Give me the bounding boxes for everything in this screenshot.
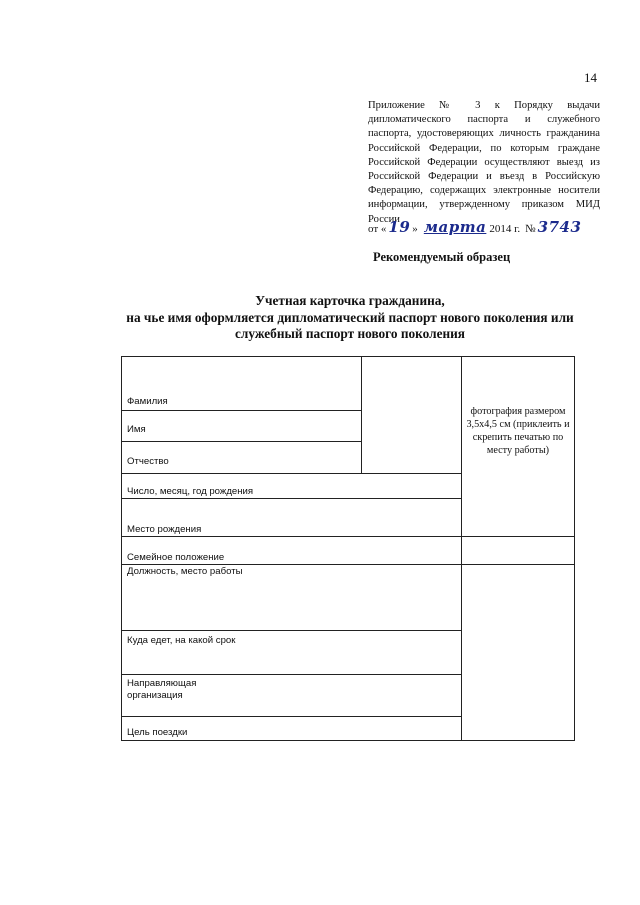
annex-text: Приложение № 3 к Порядку выдачи дипломатического паспорта и служебного паспорта, удостоверяющих личность гражданина Российской Федерации, по которым граждане Российской Федерации осуществляют выезд из Российской Федерации и въезд в Российскую Федерацию, содержащих электронные носители информации, утвержденному приказом МИД России (368, 100, 600, 225)
form-border-right (574, 356, 575, 741)
trip-purpose-value-area[interactable] (210, 717, 461, 740)
order-number-prefix: № (525, 223, 536, 235)
form-border-bottom (121, 740, 575, 741)
order-day-close: » (412, 223, 418, 235)
divider-after-position (121, 630, 462, 631)
document-title (90, 293, 610, 343)
marital-status-value-area[interactable] (240, 537, 461, 564)
destination-value-area[interactable] (122, 648, 461, 674)
title-line-1: Учетная карточка гражданина, (255, 293, 445, 308)
form-border-left (121, 356, 122, 741)
position-label: Должность, место работы (127, 566, 243, 577)
surname-value-area[interactable] (122, 357, 361, 393)
order-from-prefix: от « (368, 223, 387, 235)
patronymic-value-area[interactable] (180, 442, 361, 473)
order-line (368, 218, 581, 236)
order-year: 2014 г. (489, 223, 521, 235)
order-day-handwritten: 19 (388, 218, 411, 236)
sending-org-label: Направляющая организация (127, 678, 197, 701)
destination-label: Куда едет, на какой срок (127, 635, 236, 646)
extra-name-cell[interactable] (362, 357, 461, 473)
sending-org-value-area[interactable] (222, 675, 461, 716)
surname-label: Фамилия (127, 396, 168, 407)
title-line-2: на чье имя оформляется дипломатический паспорт нового поколения или (126, 309, 574, 325)
position-value-area[interactable] (122, 580, 461, 630)
birth-date-label: Число, месяц, год рождения (127, 486, 254, 497)
marital-status-label: Семейное положение (127, 552, 225, 563)
right-notes-area[interactable] (462, 565, 574, 740)
birth-date-value-area[interactable] (300, 474, 461, 498)
name-label: Имя (127, 424, 146, 435)
title-line-3: служебный паспорт нового поколения (234, 326, 466, 341)
photo-placeholder-note: фотография размером 3,5х4,5 см (приклеить и скрепить печатью по месту работы) (466, 406, 570, 456)
trip-purpose-label: Цель поездки (127, 727, 188, 738)
birth-place-value-area[interactable] (122, 499, 461, 523)
recommended-sample-label: Рекомендуемый образец (373, 250, 511, 264)
patronymic-label: Отчество (127, 456, 169, 467)
order-number-handwritten: 3743 (537, 218, 582, 236)
name-value-area[interactable] (180, 411, 361, 441)
page-number: 14 (584, 70, 597, 85)
birth-place-label: Место рождения (127, 524, 202, 535)
photo-attachment-area[interactable] (462, 357, 574, 536)
order-month-handwritten: марта (423, 218, 487, 236)
